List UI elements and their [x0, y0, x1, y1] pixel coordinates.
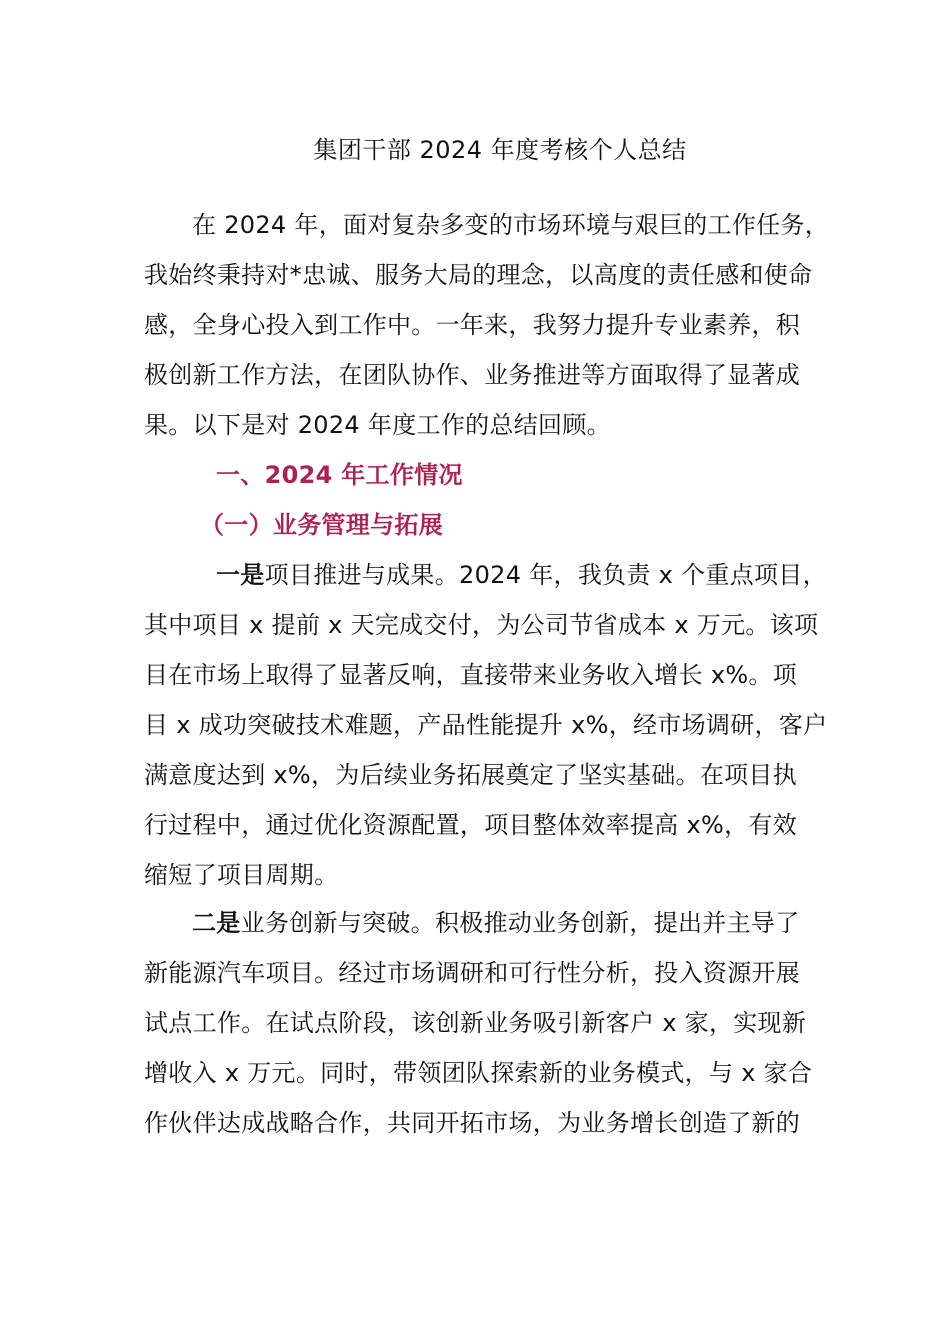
intro-paragraph — [144, 200, 830, 450]
paragraph-1 — [144, 550, 828, 900]
intro-line: 我始终秉持对*忠诚、服务大局的理念，以高度的责任感和使命 — [144, 261, 813, 289]
paragraph-first-line — [144, 550, 827, 600]
paragraph-line: 增收入 x 万元。同时，带领团队探索新的业务模式，与 x 家合 — [144, 1059, 813, 1087]
paragraph-line: 目在市场上取得了显著反响，直接带来业务收入增长 x%。项 — [144, 661, 798, 689]
paragraph-line: 试点工作。在试点阶段，该创新业务吸引新客户 x 家，实现新 — [144, 1009, 807, 1037]
section-heading: 一、2024 年工作情况 — [216, 461, 463, 489]
paragraph-line: 其中项目 x 提前 x 天完成交付，为公司节省成本 x 万元。该项 — [144, 611, 819, 639]
paragraph-line: 满意度达到 x%，为后续业务拓展奠定了坚实基础。在项目执 — [144, 761, 798, 789]
paragraph-lead: 二是 — [192, 909, 241, 937]
paragraph-lead: 一是 — [216, 561, 265, 589]
paragraph-line: 新能源汽车项目。经过市场调研和可行性分析，投入资源开展 — [144, 959, 801, 987]
paragraph-line: 作伙伴达成战略合作，共同开拓市场，为业务增长创造了新的 — [144, 1109, 801, 1137]
intro-line: 果。以下是对 2024 年度工作的总结回顾。 — [144, 411, 611, 439]
paragraph-line: 行过程中，通过优化资源配置，项目整体效率提高 x%，有效 — [144, 811, 798, 839]
paragraph-line: 目 x 成功突破技术难题，产品性能提升 x%，经市场调研，客户 — [144, 711, 828, 739]
paragraph-line: 缩短了项目周期。 — [144, 861, 339, 889]
paragraph-first-line-text: 业务创新与突破。积极推动业务创新，提出并主导了 — [240, 909, 800, 937]
subsection-heading: （一）业务管理与拓展 — [200, 511, 443, 539]
paragraph-2 — [144, 898, 813, 1148]
paragraph-first-line — [144, 898, 809, 948]
intro-line: 极创新工作方法，在团队协作、业务推进等方面取得了显著成 — [144, 361, 801, 389]
intro-line: 感，全身心投入到工作中。一年来，我努力提升专业素养，积 — [144, 311, 801, 339]
document-title: 集团干部 2024 年度考核个人总结 — [313, 136, 687, 164]
paragraph-first-line-text: 项目推进与成果。2024 年，我负责 x 个重点项目， — [264, 561, 827, 589]
section-heading-block — [144, 450, 809, 550]
intro-line: 在 2024 年，面对复杂多变的市场环境与艰巨的工作任务， — [192, 211, 830, 239]
